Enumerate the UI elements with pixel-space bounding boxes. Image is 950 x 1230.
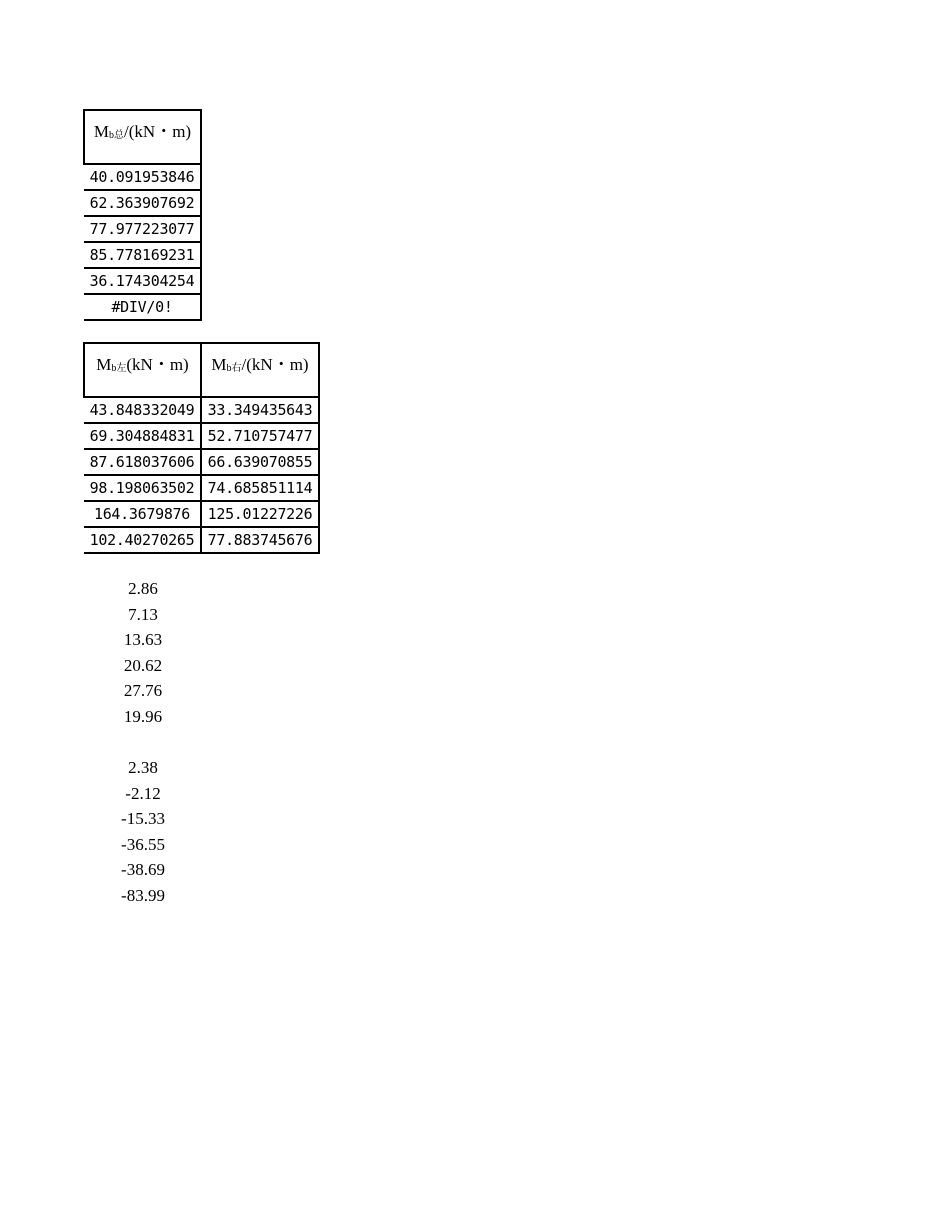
value-cell[interactable]: 13.63 xyxy=(123,630,163,650)
value-column-b xyxy=(103,755,183,909)
table-cell[interactable]: 77.883745676 xyxy=(201,527,319,553)
table-cell[interactable]: 52.710757477 xyxy=(201,423,319,449)
value-cell[interactable]: 2.86 xyxy=(128,579,158,598)
table-cell[interactable]: 36.174304254 xyxy=(84,268,201,294)
value-cell[interactable]: -38.69 xyxy=(121,860,165,880)
moment-right-header xyxy=(201,343,319,397)
table-cell[interactable]: 77.977223077 xyxy=(84,216,201,242)
table-row xyxy=(84,423,319,449)
value-cell[interactable]: -36.55 xyxy=(121,834,165,854)
table-cell[interactable]: 43.848332049 xyxy=(84,397,201,423)
table-row xyxy=(84,397,319,423)
table-cell[interactable]: 125.01227226 xyxy=(201,501,319,527)
moment-left-header xyxy=(84,343,201,397)
header-sub: b右 xyxy=(226,363,242,374)
table-row xyxy=(84,527,319,553)
header-main: M xyxy=(93,122,110,141)
table-cell[interactable]: #DIV/0! xyxy=(84,294,201,320)
header-unit: (kN・m) xyxy=(126,355,189,374)
header-main: M xyxy=(96,355,112,374)
value-cell[interactable]: 19.96 xyxy=(123,706,163,726)
header-sub: b左 xyxy=(111,363,127,374)
table-cell[interactable]: 102.40270265 xyxy=(84,527,201,553)
table-cell[interactable]: 33.349435643 xyxy=(201,397,319,423)
header-main: M xyxy=(211,355,227,374)
moment-total-table xyxy=(83,109,202,321)
header-unit: /(kN・m) xyxy=(124,122,192,141)
table-cell[interactable]: 98.198063502 xyxy=(84,475,201,501)
value-cell[interactable]: -2.12 xyxy=(125,783,161,803)
moment-total-header xyxy=(84,110,201,164)
header-sub: b总 xyxy=(109,130,125,141)
table-cell[interactable]: 69.304884831 xyxy=(84,423,201,449)
value-column-a xyxy=(103,576,183,730)
table-row xyxy=(84,475,319,501)
value-cell[interactable]: 2.38 xyxy=(128,758,158,777)
header-unit: /(kN・m) xyxy=(241,355,309,374)
table-cell[interactable]: 66.639070855 xyxy=(201,449,319,475)
table-cell[interactable]: 40.091953846 xyxy=(84,164,201,190)
table-cell[interactable]: 87.618037606 xyxy=(84,449,201,475)
value-cell[interactable]: -15.33 xyxy=(121,809,165,829)
value-cell[interactable]: 27.76 xyxy=(123,681,163,701)
value-cell[interactable]: -83.99 xyxy=(121,885,165,905)
table-cell[interactable]: 85.778169231 xyxy=(84,242,201,268)
table-cell[interactable]: 164.3679876 xyxy=(84,501,201,527)
value-cell[interactable]: 20.62 xyxy=(123,655,163,675)
table-cell[interactable]: 74.685851114 xyxy=(201,475,319,501)
table-row xyxy=(84,501,319,527)
table-row xyxy=(84,449,319,475)
moment-left-right-table xyxy=(83,342,320,554)
table-cell[interactable]: 62.363907692 xyxy=(84,190,201,216)
value-cell[interactable]: 7.13 xyxy=(128,604,158,624)
